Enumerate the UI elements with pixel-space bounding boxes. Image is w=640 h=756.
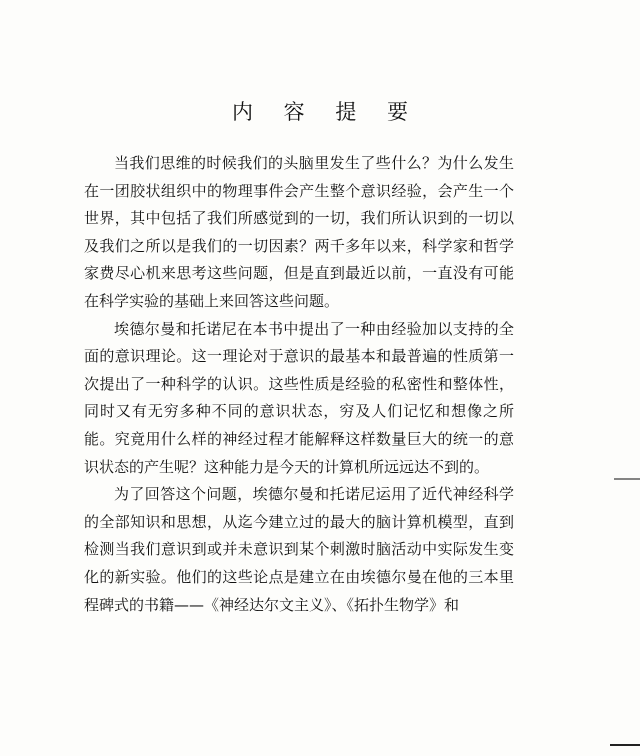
paragraph-3: 为了回答这个问题，埃德尔曼和托诺尼运用了近代神经科学的全部知识和思想，从迄今建立过的最大的脑计算机模型，直到检测当我们意识到或并未意识到某个刺激时脑活动中实际发生变化的新实验。他们的这些论点是建立在由埃德尔曼在他的三本里程碑式的书籍——《神经达尔文主义》、《拓扑生物学》和 xyxy=(84,485,514,614)
paragraph-2: 埃德尔曼和托诺尼在本书中提出了一种由经验加以支持的全面的意识理论。这一理论对于意识的最基本和最普遍的性质第一次提出了一种科学的认识。这些性质是经验的私密性和整体性，同时又有无穷多种不同的意识状态，穷及人们记忆和想像之所能。究竟用什么样的神经过程才能解释这样数量巨大的统一的意识状态的产生呢？这种能力是今天的计算机所远远达不到的。 xyxy=(84,319,514,476)
scan-edge-mark xyxy=(614,478,640,483)
body-text xyxy=(84,150,514,619)
page-title: 内 容 提 要 xyxy=(231,100,421,124)
scan-corner-mark xyxy=(610,744,640,746)
paragraph-1: 当我们思维的时候我们的头脑里发生了些什么？为什么发生在一团胶状组织中的物理事件会产生整个意识经验，会产生一个世界，其中包括了我们所感觉到的一切，我们所认识到的一切以及我们之所以是我们的一切因素？两千多年以来，科学家和哲学家费尽心机来思考这些问题，但是直到最近以前，一直没有可能在科学实验的基础上来回答这些问题。 xyxy=(84,154,514,310)
